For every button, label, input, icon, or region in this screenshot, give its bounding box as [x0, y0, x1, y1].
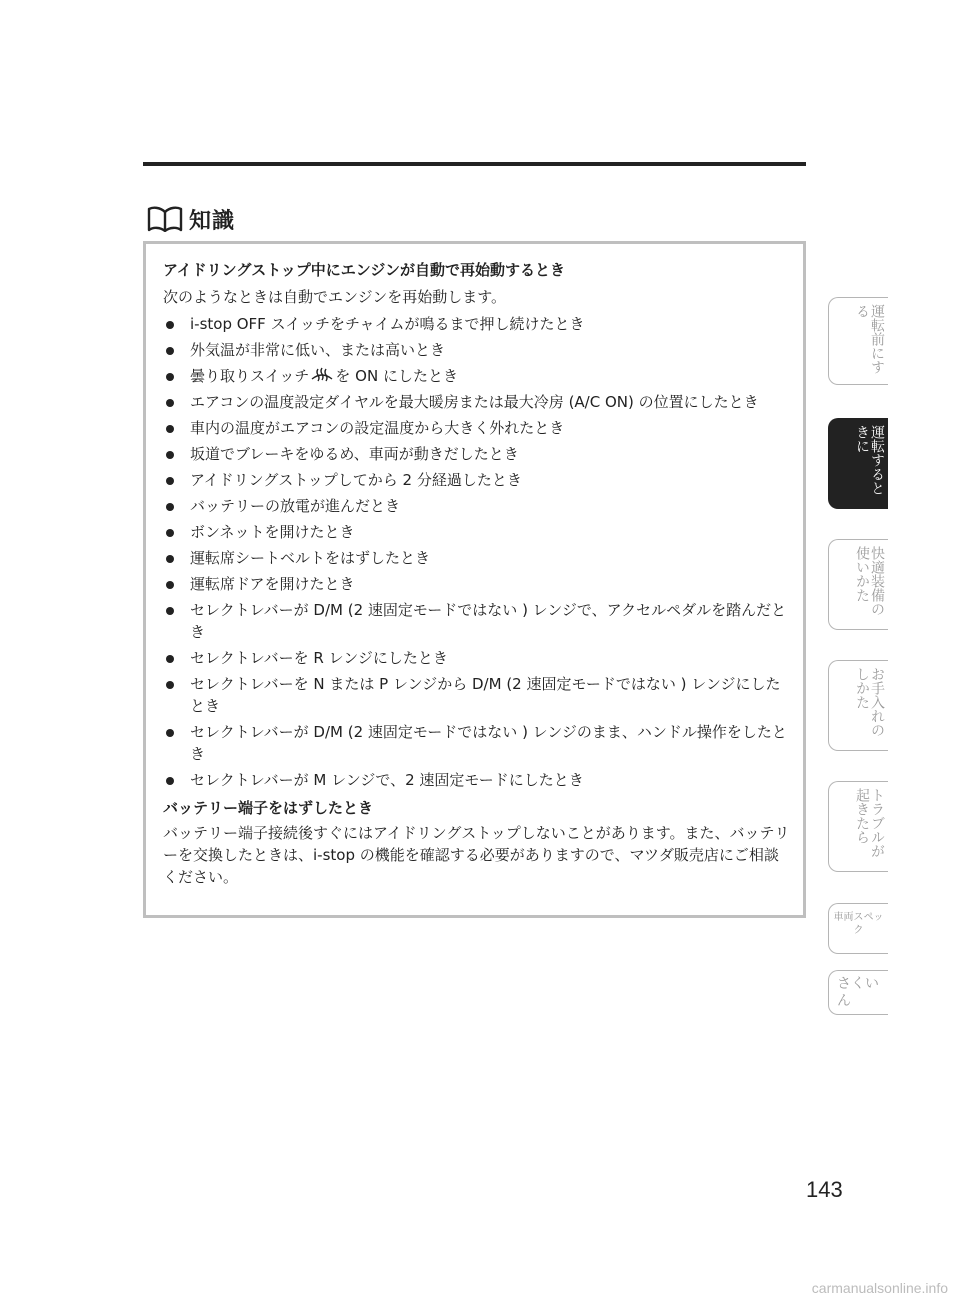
section-lead: 次のようなときは自動でエンジンを再始動します。 [163, 288, 507, 306]
bullet-dot-icon [166, 729, 174, 737]
tab-comfort-features[interactable] [828, 539, 888, 630]
list-item: アイドリングストップしてから 2 分経過したとき [163, 469, 791, 491]
bullet-dot-icon [166, 655, 174, 663]
list-item: 坂道でブレーキをゆるめ、車両が動きだしたとき [163, 443, 791, 465]
bullet-dot-icon [166, 425, 174, 433]
page-number: 143 [806, 1177, 843, 1202]
bullet-dot-icon [166, 347, 174, 355]
section-title-auto-restart: アイドリングストップ中にエンジンが自動で再始動するとき [163, 261, 566, 279]
bullet-dot-icon [166, 503, 174, 511]
list-item: ボンネットを開けたとき [163, 521, 791, 543]
tab-troubleshooting[interactable] [828, 781, 888, 872]
tab-label: お手入れのしかた [854, 667, 885, 737]
list-item: セレクトレバーが D/M (2 速固定モードではない ) レンジのまま、ハンドル操作をしたとき [163, 721, 791, 765]
bullet-dot-icon [166, 681, 174, 689]
tab-index[interactable] [828, 970, 888, 1015]
list-item: セレクトレバーを N または P レンジから D/M (2 速固定モードではない ) レンジにしたとき [163, 673, 791, 717]
bullet-dot-icon [166, 321, 174, 329]
top-rule [143, 162, 806, 166]
list-item: セレクトレバーを R レンジにしたとき [163, 647, 791, 669]
bullet-dot-icon [166, 555, 174, 563]
list-item: 運転席シートベルトをはずしたとき [163, 547, 791, 569]
watermark: carmanualsonline.info [811, 1280, 948, 1296]
tab-label: 車両スペック [833, 912, 884, 936]
list-item-defog: 曇り取りスイッチ を ON にしたとき [163, 365, 791, 387]
tab-while-driving[interactable] [828, 418, 888, 509]
list-item: エアコンの温度設定ダイヤルを最大暖房または最大冷房 (A/C ON) の位置にしたとき [163, 391, 791, 413]
list-item: セレクトレバーが D/M (2 速固定モードではない ) レンジで、アクセルペダルを踏んだとき [163, 599, 791, 643]
bullet-dot-icon [166, 581, 174, 589]
tab-label: 快適装備の使いかた [854, 546, 885, 616]
knowledge-box [143, 241, 806, 918]
heading-title: 知識 [189, 208, 236, 234]
section-body-battery: バッテリー端子接続後すぐにはアイドリングストップしないことがあります。また、バッテリーを交換したときは、i-stop の機能を確認する必要がありますので、マツダ販売店にご相談ください。 [163, 824, 790, 886]
bullet-dot-icon [166, 373, 174, 381]
tab-vehicle-specs[interactable] [828, 903, 888, 954]
bullet-dot-icon [166, 777, 174, 785]
list-item: バッテリーの放電が進んだとき [163, 495, 791, 517]
list-item: 外気温が非常に低い、または高いとき [163, 339, 791, 361]
book-icon [147, 206, 183, 232]
list-item: 車内の温度がエアコンの設定温度から大きく外れたとき [163, 417, 791, 439]
bullet-dot-icon [166, 451, 174, 459]
tab-label: トラブルが起きたら [854, 788, 885, 858]
bullet-dot-icon [166, 529, 174, 537]
restart-condition-list [163, 313, 791, 791]
bullet-dot-icon [166, 477, 174, 485]
section-title-battery: バッテリー端子をはずしたとき [163, 799, 374, 817]
list-item: i-stop OFF スイッチをチャイムが鳴るまで押し続けたとき [163, 313, 791, 335]
tab-label: 運転するときに [854, 425, 885, 495]
list-item: 運転席ドアを開けたとき [163, 573, 791, 595]
tab-label: さくいん [837, 976, 879, 1009]
defog-switch-icon [310, 365, 334, 385]
bullet-dot-icon [166, 607, 174, 615]
knowledge-box-content [163, 257, 791, 888]
bullet-dot-icon [166, 399, 174, 407]
tab-label: 運転前にする [854, 304, 885, 374]
tab-maintenance[interactable] [828, 660, 888, 751]
list-item: セレクトレバーが M レンジで、2 速固定モードにしたとき [163, 769, 791, 791]
tab-before-driving[interactable] [828, 297, 888, 385]
knowledge-heading [147, 204, 235, 234]
